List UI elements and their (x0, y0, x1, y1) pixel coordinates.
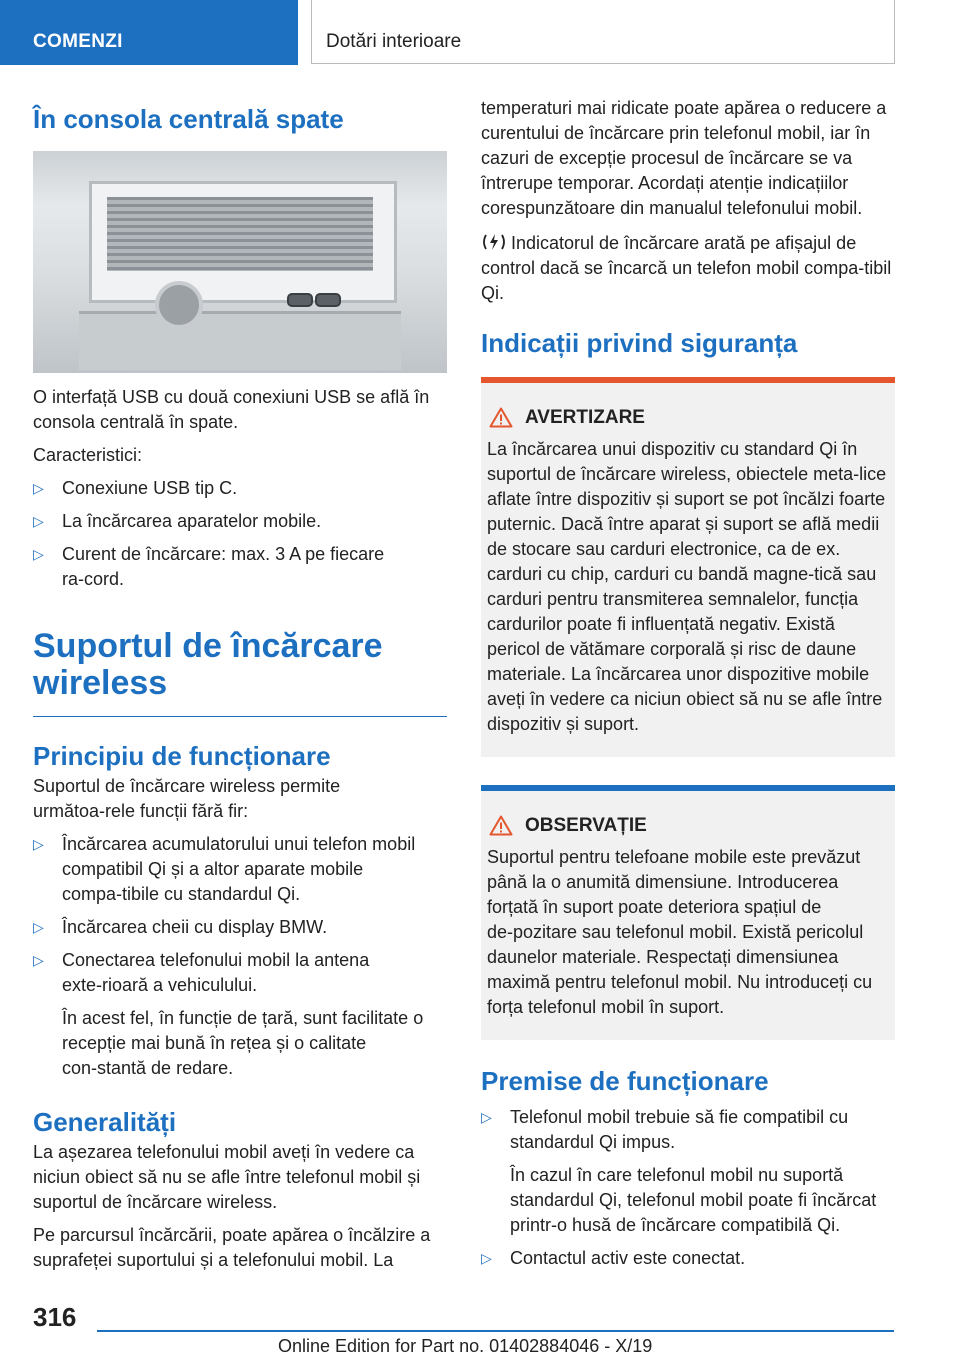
bullet-triangle-icon: ▷ (33, 919, 44, 935)
warning-triangle-icon (489, 407, 513, 428)
list-item: ▷ Conexiune USB tip C. (33, 476, 447, 501)
chapter-label: Dotări interioare (326, 31, 462, 52)
list-item: ▷ Încărcarea acumulatorului unui telefon mobil compatibil Qi și a altor aparate mobile compa‑tibile cu standardul Qi. (33, 834, 416, 904)
chapter-tab (311, 0, 895, 64)
list-item: ▷ Contactul activ este conectat. (481, 1246, 895, 1271)
note-text: Suportul pentru telefoane mobile este prevăzut până la o anumită dimensiune. Introducerea forțată în suport poate deteriora spațiul de de‑pozitare sau telefonul mobil. Există pericolul daunelor materiale. Respectați dimensiunea maximă pentru telefonul mobil. Nu introduceți cu forța telefonul mobil în suport. (487, 847, 873, 1017)
warning-text: La încărcarea unui dispozitiv cu standard Qi în suportul de încărcare wireless, obiectele meta‑lice aflate între dispozitiv și suport se pot încălzi foarte puternic. Dacă între aparat și suport se află medii de stocare sau carduri electronice, ca de ex. carduri cu chip, carduri cu bandă magne‑tică sau carduri pentru transmiterea semnalelor, funcția cardurilor poate fi influențată negativ. Există pericol de vătămare corporală și risc de daune materiale. La încărcarea unor dispozitive mobile aveți în vedere ca niciun obiect să nu se afle între dispozitiv și suport. (487, 439, 887, 734)
features-label: Caracteristici: (33, 445, 143, 465)
wireless-charging-indicator-icon (481, 232, 507, 252)
photo-tray (107, 197, 373, 271)
list-item: ▷ Telefonul mobil trebuie să fie compatibil cu standardul Qi impus. În cazul în care telefonul mobil nu suportă standardul Qi, telefonul mobil poate fi încărcat printr-o husă de încărcare compatibilă Qi. (481, 1105, 895, 1238)
section-rule (33, 716, 447, 717)
heading-rear-console: În consola centrală spate (33, 104, 344, 134)
principle-subtext: În acest fel, în funcție de țară, sunt facilitate o recepție mai bună în rețea și o calitate con‑stantă de redare. (62, 1008, 424, 1078)
usb-description: O interfață USB cu două conexiuni USB se află în consola centrală în spate. (33, 387, 430, 432)
bullet-triangle-icon: ▷ (33, 480, 44, 496)
general-paragraph-2: Pe parcursul încărcării, poate apărea o încălzire a suprafeței suportului și a telefonului mobil. La (33, 1225, 431, 1270)
bullet-triangle-icon: ▷ (33, 546, 44, 562)
caution-triangle-icon (489, 815, 513, 836)
bullet-triangle-icon: ▷ (481, 1109, 492, 1125)
section-label: COMENZI (33, 31, 123, 52)
indicator-text: Indicatorul de încărcare arată pe afișajul de control dacă se încarcă un telefon mobil compa‑tibil Qi. (481, 233, 892, 303)
footer-rule (97, 1330, 894, 1332)
principle-list (33, 832, 447, 1081)
page-number: 316 (33, 1302, 77, 1332)
right-column (481, 96, 895, 1271)
edition-text: Online Edition for Part no. 01402884046 - X/19 (278, 1336, 653, 1356)
list-item: ▷ La încărcarea aparatelor mobile. (33, 509, 447, 534)
list-item: ▷ Conectarea telefonului mobil la antena exte‑rioară a vehiculului. În acest fel, în funcție de țară, sunt facilitate o recepție mai bună în rețea și o calitate con‑stantă de redare. (33, 948, 447, 1081)
left-column (33, 96, 447, 1273)
photo-socket (155, 281, 203, 329)
note-title: OBSERVAȚIE (525, 813, 887, 839)
photo-front-panel (79, 311, 401, 370)
premise-subtext: În cazul în care telefonul mobil nu suportă standardul Qi, telefonul mobil poate fi încărcat printr-o husă de încărcare compatibilă Qi. (510, 1165, 877, 1235)
continued-text: temperaturi mai ridicate poate apărea o reducere a curentului de încărcare prin telefonul mobil, iar în cazuri de excepție procesul de încărcare se va întrerupe temporar. Acordați atenție indicațiilor corespunzătoare din manualul telefonului mobil. (481, 98, 887, 218)
warning-box (481, 377, 895, 757)
features-list (33, 476, 447, 592)
heading-general: Generalități (33, 1107, 177, 1137)
bullet-triangle-icon: ▷ (33, 952, 44, 968)
usb-c-port-icon (287, 293, 313, 307)
bullet-triangle-icon: ▷ (33, 513, 44, 529)
usb-c-port-icon (315, 293, 341, 307)
heading-safety: Indicații privind siguranța (481, 328, 798, 358)
bullet-triangle-icon: ▷ (33, 836, 44, 852)
note-box (481, 785, 895, 1040)
list-item: ▷ Curent de încărcare: max. 3 A pe fiecare ra‑cord. (33, 544, 385, 589)
warning-title: AVERTIZARE (525, 405, 887, 431)
heading-principle: Principiu de funcționare (33, 741, 331, 771)
indicator-paragraph (481, 231, 895, 306)
list-item: ▷ Încărcarea cheii cu display BMW. (33, 915, 447, 940)
section-tab[interactable] (0, 0, 298, 65)
bullet-triangle-icon: ▷ (481, 1250, 492, 1266)
principle-text: Suportul de încărcare wireless permite următoa‑rele funcții fără fir: (33, 776, 341, 821)
heading-premises: Premise de funcționare (481, 1066, 769, 1096)
general-paragraph-1: La așezarea telefonului mobil aveți în vedere ca niciun obiect să nu se afle între telefonul mobil și suportul de încărcare wireless. (33, 1142, 421, 1212)
heading-wireless-charger: Suportul de încărcare wireless (33, 627, 383, 702)
premises-list (481, 1105, 895, 1271)
rear-console-photo (33, 151, 447, 373)
